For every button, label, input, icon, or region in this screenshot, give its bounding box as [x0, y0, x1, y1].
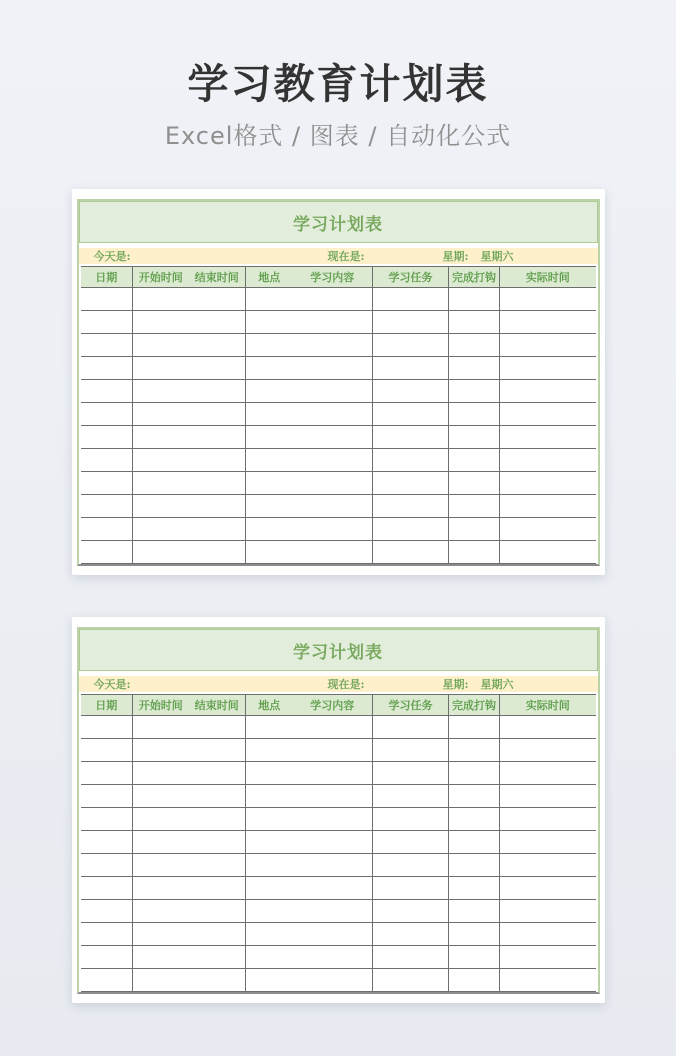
column-header-study-content: 学习内容 [293, 267, 373, 288]
empty-cell [133, 808, 246, 831]
empty-cell [500, 946, 596, 969]
empty-cell [81, 854, 133, 877]
header-row [81, 267, 596, 288]
empty-cell [373, 426, 449, 449]
today-label: 今天是: [93, 678, 131, 692]
table-row [81, 739, 596, 762]
empty-cell [449, 449, 500, 472]
empty-cell [246, 495, 373, 518]
empty-cell [449, 785, 500, 808]
empty-cell [81, 403, 133, 426]
week-label: 星期: [442, 250, 469, 264]
empty-cell [373, 380, 449, 403]
table-row [81, 831, 596, 854]
empty-cell [500, 495, 596, 518]
empty-cell [133, 495, 246, 518]
empty-cell [373, 357, 449, 380]
empty-cell [500, 785, 596, 808]
empty-cell [500, 403, 596, 426]
empty-cell [246, 877, 373, 900]
empty-cell [81, 877, 133, 900]
empty-cell [373, 831, 449, 854]
empty-cell [449, 923, 500, 946]
empty-cell [500, 923, 596, 946]
spreadsheet-preview [77, 627, 600, 994]
empty-cell [449, 946, 500, 969]
empty-cell [246, 900, 373, 923]
empty-cell [449, 334, 500, 357]
empty-cell [449, 380, 500, 403]
empty-cell [373, 900, 449, 923]
empty-cell [449, 495, 500, 518]
empty-cell [246, 380, 373, 403]
table-row [81, 495, 596, 518]
empty-cell [500, 380, 596, 403]
table-row [81, 334, 596, 357]
table-row [81, 449, 596, 472]
empty-cell [81, 923, 133, 946]
empty-cell [81, 357, 133, 380]
empty-cell [81, 518, 133, 541]
empty-cell [373, 716, 449, 739]
empty-cell [500, 854, 596, 877]
empty-cell [133, 403, 246, 426]
empty-cell [500, 739, 596, 762]
empty-cell [133, 923, 246, 946]
table-row [81, 762, 596, 785]
empty-cell [500, 518, 596, 541]
column-header-location: 地点 [246, 695, 293, 716]
empty-cell [500, 288, 596, 311]
column-header-study-task: 学习任务 [373, 695, 449, 716]
table-row [81, 900, 596, 923]
empty-cell [81, 739, 133, 762]
empty-cell [246, 288, 373, 311]
empty-cell [133, 426, 246, 449]
sheet-title-bar [79, 201, 598, 243]
empty-cell [246, 518, 373, 541]
empty-cell [133, 831, 246, 854]
empty-cell [133, 357, 246, 380]
empty-cell [449, 541, 500, 564]
table-row [81, 716, 596, 739]
empty-cell [500, 472, 596, 495]
column-header-study-task: 学习任务 [373, 267, 449, 288]
table-row [81, 426, 596, 449]
table-row [81, 854, 596, 877]
empty-cell [449, 969, 500, 992]
week-label: 星期: [442, 678, 469, 692]
empty-cell [449, 877, 500, 900]
empty-cell [373, 739, 449, 762]
column-header-start-time: 开始时间 [133, 695, 189, 716]
empty-cell [500, 877, 596, 900]
empty-cell [449, 288, 500, 311]
empty-cell [81, 808, 133, 831]
empty-cell [133, 969, 246, 992]
empty-cell [133, 900, 246, 923]
header-row [81, 695, 596, 716]
empty-cell [246, 541, 373, 564]
empty-cell [246, 403, 373, 426]
empty-cell [81, 831, 133, 854]
empty-cell [373, 923, 449, 946]
table-row [81, 541, 596, 564]
empty-cell [373, 449, 449, 472]
empty-cell [133, 716, 246, 739]
empty-cell [500, 334, 596, 357]
sheet-title-bar [79, 629, 598, 671]
table-row [81, 946, 596, 969]
empty-cell [246, 472, 373, 495]
empty-cell [246, 969, 373, 992]
empty-cell [246, 739, 373, 762]
empty-cell [373, 854, 449, 877]
empty-cell [449, 357, 500, 380]
empty-cell [246, 334, 373, 357]
table-row [81, 923, 596, 946]
empty-cell [246, 831, 373, 854]
empty-cell [81, 762, 133, 785]
sheet-title: 学习计划表 [293, 214, 383, 235]
column-header-study-content: 学习内容 [293, 695, 373, 716]
table-row [81, 808, 596, 831]
column-header-date: 日期 [81, 267, 133, 288]
empty-cell [246, 357, 373, 380]
column-header-actual-time: 实际时间 [500, 267, 596, 288]
column-header-check-done: 完成打钩 [449, 267, 500, 288]
spreadsheet-preview [77, 199, 600, 566]
sheet-title: 学习计划表 [293, 642, 383, 663]
empty-cell [133, 334, 246, 357]
empty-cell [373, 785, 449, 808]
column-header-actual-time: 实际时间 [500, 695, 596, 716]
now-label: 现在是: [327, 678, 365, 692]
empty-cell [500, 969, 596, 992]
empty-cell [133, 449, 246, 472]
empty-cell [246, 426, 373, 449]
template-preview-card[interactable] [72, 189, 605, 575]
column-header-end-time: 结束时间 [189, 695, 246, 716]
empty-cell [246, 854, 373, 877]
table-row [81, 969, 596, 992]
empty-cell [373, 311, 449, 334]
empty-cell [373, 541, 449, 564]
empty-cell [81, 380, 133, 403]
table-row [81, 472, 596, 495]
table-row [81, 785, 596, 808]
empty-cell [449, 762, 500, 785]
empty-cell [449, 716, 500, 739]
empty-cell [133, 380, 246, 403]
empty-cell [133, 854, 246, 877]
column-header-check-done: 完成打钩 [449, 695, 500, 716]
empty-cell [246, 311, 373, 334]
empty-cell [246, 923, 373, 946]
table-row [81, 877, 596, 900]
table-row [81, 518, 596, 541]
empty-cell [133, 877, 246, 900]
empty-cell [81, 288, 133, 311]
empty-cell [246, 946, 373, 969]
empty-cell [373, 762, 449, 785]
table-row [81, 357, 596, 380]
empty-cell [246, 808, 373, 831]
empty-cell [449, 900, 500, 923]
column-header-date: 日期 [81, 695, 133, 716]
empty-cell [81, 426, 133, 449]
empty-cell [133, 311, 246, 334]
empty-cell [373, 334, 449, 357]
plan-table [81, 694, 596, 992]
empty-cell [133, 288, 246, 311]
empty-cell [500, 357, 596, 380]
empty-cell [246, 762, 373, 785]
empty-cell [81, 449, 133, 472]
table-row [81, 311, 596, 334]
empty-cell [81, 472, 133, 495]
column-header-end-time: 结束时间 [189, 267, 246, 288]
table-row [81, 380, 596, 403]
empty-cell [81, 946, 133, 969]
empty-cell [500, 311, 596, 334]
empty-cell [373, 946, 449, 969]
empty-cell [500, 449, 596, 472]
empty-cell [500, 426, 596, 449]
week-value: 星期六 [480, 250, 514, 264]
empty-cell [133, 946, 246, 969]
info-row [79, 248, 598, 264]
empty-cell [81, 334, 133, 357]
empty-cell [449, 854, 500, 877]
empty-cell [81, 541, 133, 564]
empty-cell [133, 739, 246, 762]
empty-cell [373, 472, 449, 495]
empty-cell [500, 541, 596, 564]
table-row [81, 288, 596, 311]
empty-cell [373, 403, 449, 426]
info-row [79, 676, 598, 692]
empty-cell [449, 831, 500, 854]
column-header-location: 地点 [246, 267, 293, 288]
empty-cell [133, 472, 246, 495]
empty-cell [449, 808, 500, 831]
empty-cell [81, 969, 133, 992]
empty-cell [133, 541, 246, 564]
empty-cell [133, 785, 246, 808]
empty-cell [373, 518, 449, 541]
empty-cell [81, 495, 133, 518]
empty-cell [500, 900, 596, 923]
empty-cell [81, 785, 133, 808]
empty-cell [500, 831, 596, 854]
week-value: 星期六 [480, 678, 514, 692]
empty-cell [373, 969, 449, 992]
empty-cell [373, 495, 449, 518]
empty-cell [449, 403, 500, 426]
page-title: 学习教育计划表 [187, 60, 489, 108]
empty-cell [373, 288, 449, 311]
empty-cell [449, 472, 500, 495]
now-label: 现在是: [327, 250, 365, 264]
empty-cell [449, 311, 500, 334]
empty-cell [246, 785, 373, 808]
empty-cell [81, 716, 133, 739]
today-label: 今天是: [93, 250, 131, 264]
column-header-start-time: 开始时间 [133, 267, 189, 288]
empty-cell [246, 716, 373, 739]
template-preview-card[interactable] [72, 617, 605, 1003]
table-row [81, 403, 596, 426]
empty-cell [81, 311, 133, 334]
empty-cell [373, 808, 449, 831]
page-subtitle: Excel格式 / 图表 / 自动化公式 [164, 122, 512, 151]
empty-cell [133, 762, 246, 785]
empty-cell [81, 900, 133, 923]
empty-cell [449, 739, 500, 762]
plan-table [81, 266, 596, 564]
empty-cell [449, 518, 500, 541]
empty-cell [500, 762, 596, 785]
empty-cell [449, 426, 500, 449]
empty-cell [246, 449, 373, 472]
empty-cell [133, 518, 246, 541]
empty-cell [373, 877, 449, 900]
empty-cell [500, 808, 596, 831]
empty-cell [500, 716, 596, 739]
